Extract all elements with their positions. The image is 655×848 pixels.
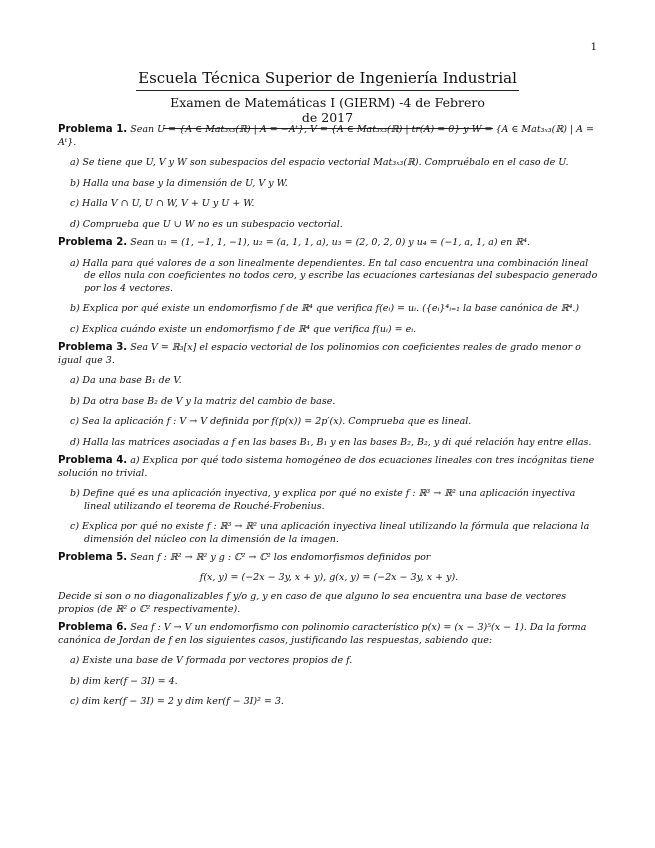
list-item: a) Se tiene que U, V y W son subespacios del espacio vectorial Mat₃ₓ₃(ℝ). Compruébalo en el caso de U. [70, 157, 569, 168]
exam-subtitle: Examen de Matemáticas I (GIERM) -4 de Febrero de 2017 [163, 95, 493, 129]
problem-5 [58, 552, 600, 616]
list-item: b) Define qué es una aplicación inyectiva, y explica por qué no existe f : ℝ³ → ℝ² una aplicación inyectiva lineal utilizando el teorema de Rouché-Frobenius. [70, 488, 576, 512]
problem-3 [58, 342, 600, 449]
problem-label: Problema 6. [58, 622, 128, 633]
school-title: Escuela Técnica Superior de Ingeniería Industrial [136, 70, 519, 91]
list-item: d) Halla las matrices asociadas a f en las bases B₁, B₁ y en las bases B₂, B₂, y di qué relación hay entre ellas. [70, 436, 592, 448]
list-item: a) Halla para qué valores de a son linealmente dependientes. En tal caso encuentra una combinación lineal de ellos nula con coeficientes no todos cero, y escribe las ecuaciones cartesianas del subespacio generado por los 4 vectores. [70, 257, 598, 294]
list-item: a) Existe una base de V formada por vectores propios de f. [70, 655, 353, 666]
problem-2 [58, 237, 600, 336]
list-item: b) dim ker(f − 3I) = 4. [70, 675, 178, 687]
list-item: c) Sea la aplicación f : V → V definida por f(p(x)) = 2p′(x). Comprueba que es lineal. [70, 416, 472, 427]
problem-statement: Sean f : ℝ² → ℝ² y g : ℂ² → ℂ² los endomorfismos definidos por [130, 552, 431, 563]
problem-label: Problema 4. [58, 455, 128, 466]
problem-4 [58, 455, 600, 546]
problem-statement: Sea V = ℝ₃[x] el espacio vectorial de los polinomios con coeficientes reales de grado menor o igual que 3. [58, 342, 581, 366]
list-item: c) Explica cuándo existe un endomorfismo f de ℝ⁴ que verifica f(uᵢ) = eᵢ. [70, 323, 417, 335]
problem-statement: Sean U = {A ∈ Mat₃ₓ₃(ℝ) | A = −Aᵗ}, V = {A ∈ Mat₃ₓ₃(ℝ) | tr(A) = 0} y W = {A ∈ Mat₃ₓ₃(ℝ) | A = Aᵗ}. [58, 124, 595, 148]
problem-statement: Sea f : V → V un endomorfismo con polinomio característico p(x) = (x − 3)⁵(x − 1). Da la forma canónica de Jordan de f en los siguientes casos, justificando las respuestas, sabiendo que: [58, 622, 587, 646]
problem-followup: Decide si son o no diagonalizables f y/o g, y en caso de que alguno lo sea encuentra una base de vectores propios (de ℝ² o ℂ² respectivamente). [58, 591, 567, 615]
problem-statement: a) Explica por qué todo sistema homogéneo de dos ecuaciones lineales con tres incógnitas tiene solución no trivial. [58, 455, 595, 479]
page-number: 1 [590, 42, 597, 53]
problem-label: Problema 5. [58, 552, 128, 563]
list-item: d) Comprueba que U ∪ W no es un subespacio vectorial. [70, 218, 343, 230]
exam-body [58, 124, 600, 709]
list-item: b) Explica por qué existe un endomorfismo f de ℝ⁴ que verifica f(eᵢ) = uᵢ. ({eᵢ}⁴ᵢ₌₁ la base canónica de ℝ⁴.) [70, 303, 580, 314]
problem-formula: f(x, y) = (−2x − 3y, x + y), g(x, y) = (−2x − 3y, x + y). [199, 571, 459, 583]
list-item: b) Da otra base B₂ de V y la matriz del cambio de base. [70, 395, 336, 407]
list-item: c) Explica por qué no existe f : ℝ³ → ℝ² una aplicación inyectiva lineal utilizando la fórmula que relaciona la dimensión del núcleo con la dimensión de la imagen. [70, 521, 590, 545]
exam-header [0, 68, 655, 129]
list-item: c) dim ker(f − 3I) = 2 y dim ker(f − 3I)² = 3. [70, 696, 284, 707]
problem-label: Problema 1. [58, 124, 128, 135]
problem-6 [58, 622, 600, 709]
list-item: b) Halla una base y la dimensión de U, V y W. [70, 177, 288, 189]
list-item: a) Da una base B₁ de V. [70, 375, 182, 386]
list-item: c) Halla V ∩ U, U ∩ W, V + U y U + W. [70, 198, 255, 209]
problem-label: Problema 3. [58, 342, 128, 353]
problem-label: Problema 2. [58, 237, 128, 248]
problem-1 [58, 124, 600, 231]
problem-statement: Sean u₁ = (1, −1, 1, −1), u₂ = (a, 1, 1, a), u₃ = (2, 0, 2, 0) y u₄ = (−1, a, 1, a) en ℝ⁴. [130, 237, 531, 248]
